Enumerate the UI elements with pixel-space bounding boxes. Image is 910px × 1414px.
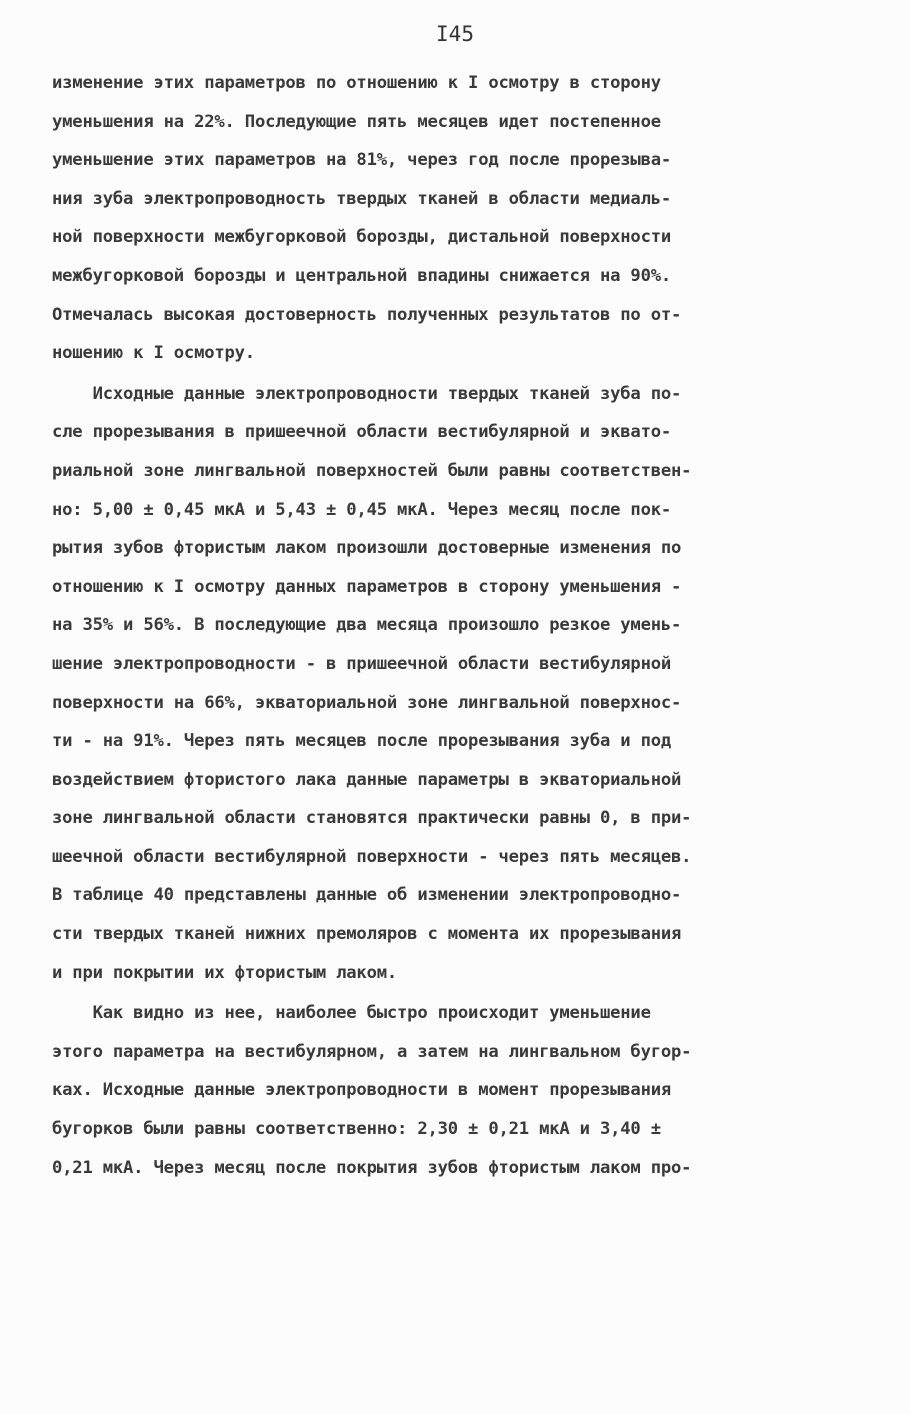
text-body: [52, 64, 860, 1187]
text-line: ношению к I осмотру.: [52, 343, 255, 364]
text-line: ной поверхности межбугорковой борозды, дистальной поверхности: [52, 227, 672, 248]
text-line: шеечной области вестибулярной поверхности - через пять месяцев.: [52, 846, 692, 867]
paragraph: [52, 375, 860, 993]
text-line: этого параметра на вестибулярном, а затем на лингвальном бугор-: [52, 1041, 692, 1062]
text-line: В таблице 40 представлены данные об изменении электропроводно-: [52, 885, 682, 906]
text-line: отношению к I осмотру данных параметров в сторону уменьшения -: [52, 576, 682, 597]
text-line: сти твердых тканей нижних премоляров с момента их прорезывания: [52, 924, 682, 945]
text-line: шение электропроводности - в пришеечной области вестибулярной: [52, 653, 672, 674]
text-line: 0,21 мкА. Через месяц после покрытия зубов фтористым лаком про-: [52, 1157, 692, 1178]
text-line: поверхности на 66%, экваториальной зоне лингвальной поверхнос-: [52, 692, 682, 713]
text-line: на 35% и 56%. В последующие два месяца произошло резкое умень-: [52, 615, 682, 636]
text-line: уменьшение этих параметров на 81%, через год после прорезыва-: [52, 150, 672, 171]
text-line: зоне лингвальной области становятся практически равны 0, в при-: [52, 808, 692, 829]
text-line: но: 5,00 ± 0,45 мкА и 5,43 ± 0,45 мкА. Через месяц после пок-: [52, 499, 672, 520]
text-line: межбугорковой борозды и центральной впадины снижается на 90%.: [52, 265, 672, 286]
text-line: и при покрытии их фтористым лаком.: [52, 962, 398, 983]
text-line: риальной зоне лингвальной поверхностей были равны соответствен-: [52, 460, 692, 481]
text-line: ках. Исходные данные электропроводности в момент прорезывания: [52, 1080, 672, 1101]
text-line: Как видно из нее, наиболее быстро происходит уменьшение: [52, 1003, 651, 1024]
text-line: ния зуба электропроводность твердых тканей в области медиаль-: [52, 188, 672, 209]
text-line: Отмечалась высокая достоверность полученных результатов по от-: [52, 304, 682, 325]
text-line: изменение этих параметров по отношению к I осмотру в сторону: [52, 73, 661, 93]
text-line: уменьшения на 22%. Последующие пять месяцев идет постепенное: [52, 111, 661, 132]
text-line: бугорков были равны соответственно: 2,30 ± 0,21 мкА и 3,40 ±: [52, 1119, 661, 1140]
text-line: сле прорезывания в пришеечной области вестибулярной и эквато-: [52, 422, 672, 443]
text-line: воздействием фтористого лака данные параметры в экваториальной: [52, 769, 682, 790]
text-line: Исходные данные электропроводности твердых тканей зуба по-: [52, 383, 682, 404]
page-number: I45: [436, 22, 474, 46]
paragraph: [52, 994, 860, 1187]
text-line: рытия зубов фтористым лаком произошли достоверные изменения по: [52, 538, 682, 559]
text-line: ти - на 91%. Через пять месяцев после прорезывания зуба и под: [52, 731, 672, 752]
paragraph: [52, 64, 860, 373]
